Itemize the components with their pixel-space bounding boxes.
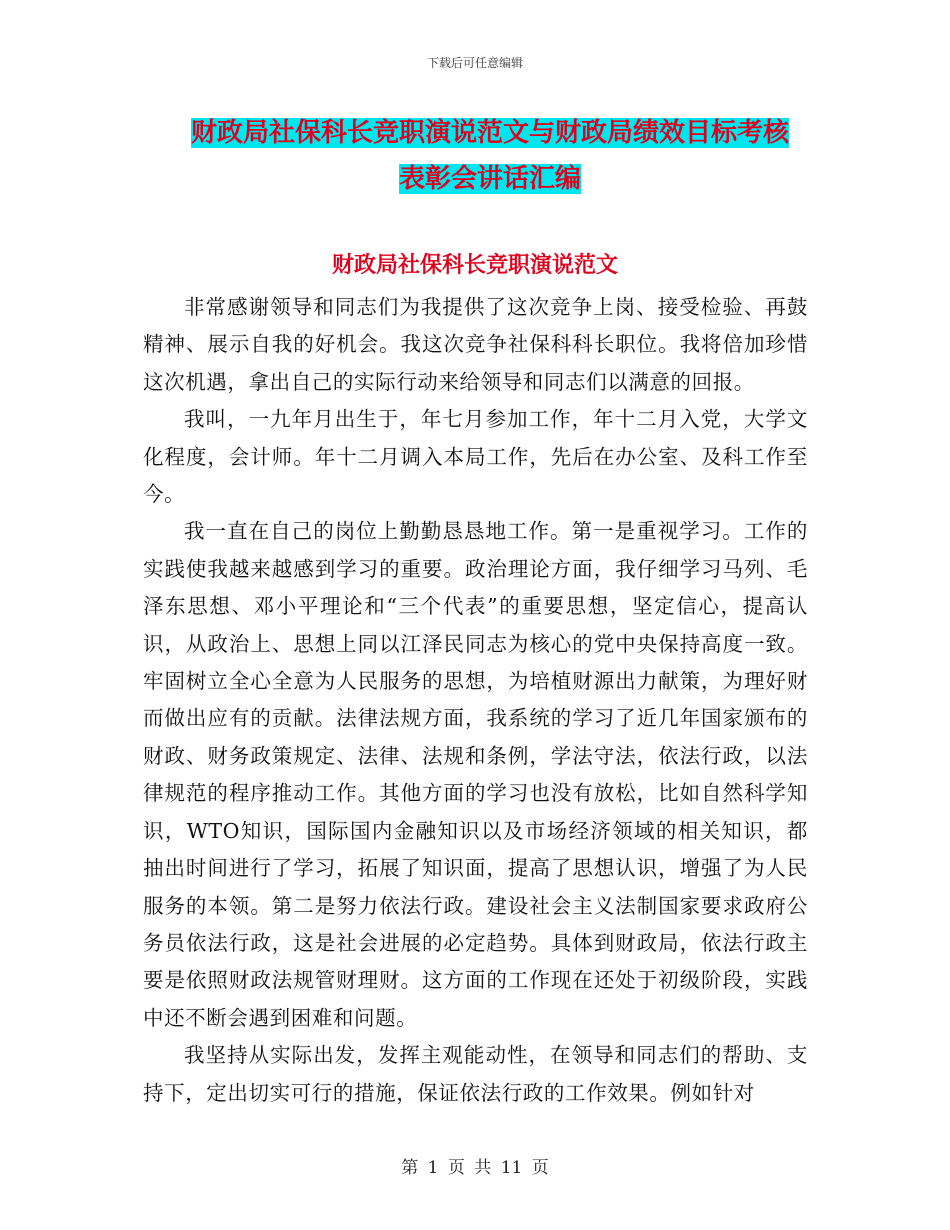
section-title: 财政局社保科长竞职演说范文 <box>331 252 618 278</box>
paragraph: 非常感谢领导和同志们为我提供了这次竞争上岗、接受检验、再鼓精神、展示自我的好机会。我这次竞争社保科科长职位。我将倍加珍惜这次机遇，拿出自己的实际行动来给领导和同志们以满意的回报。 <box>143 295 808 394</box>
paragraph: 我坚持从实际出发，发挥主观能动性，在领导和同志们的帮助、支持下，定出切实可行的措施，保证依法行政的工作效果。例如针对 <box>143 1043 808 1105</box>
title-line-1: 财政局社保科长竞职演说范文与财政局绩效目标考核 <box>190 118 789 148</box>
paragraph: 我叫，一九年月出生于，年七月参加工作，年十二月入党，大学文化程度，会计师。年十二月调入本局工作，先后在办公室、及科工作至今。 <box>143 407 808 507</box>
paragraph: 我一直在自己的岗位上勤勤恳恳地工作。第一是重视学习。工作的实践使我越来越感到学习的重要。政治理论方面，我仔细学习马列、毛泽东思想、邓小平理论和“三个代表”的重要思想，坚定信心，提高认识，从政治上、思想上同以江泽民同志为核心的党中央保持高度一致。牢固树立全心全意为人民服务的思想，为培植财源出力献策，为理好财而做出应有的贡献。法律法规方面，我系统的学习了近几年国家颁布的财政、财务政策规定、法律、法规和条例，学法守法，依法行政，以法律规范的程序推动工作。其他方面的学习也没有放松，比如自然科学知识，WTO知识，国际国内金融知识以及市场经济领域的相关知识，都抽出时间进行了学习，拓展了知识面，提高了思想认识，增强了为人民服务的本领。第二是努力依法行政。建设社会主义法制国家要求政府公务员依法行政，这是社会进展的必定趋势。具体到财政局，依法行政主要是依照财政法规管财理财。这方面的工作现在还处于初级阶段，实践中还不断会遇到困难和问题。 <box>143 519 808 1030</box>
document-title <box>140 110 840 202</box>
header-note: 下载后可任意编辑 <box>426 56 523 70</box>
title-line-2: 表彰会讲话汇编 <box>398 164 581 194</box>
body-text <box>143 289 808 1112</box>
page-footer: 第 1 页 共 11 页 <box>401 1158 549 1178</box>
